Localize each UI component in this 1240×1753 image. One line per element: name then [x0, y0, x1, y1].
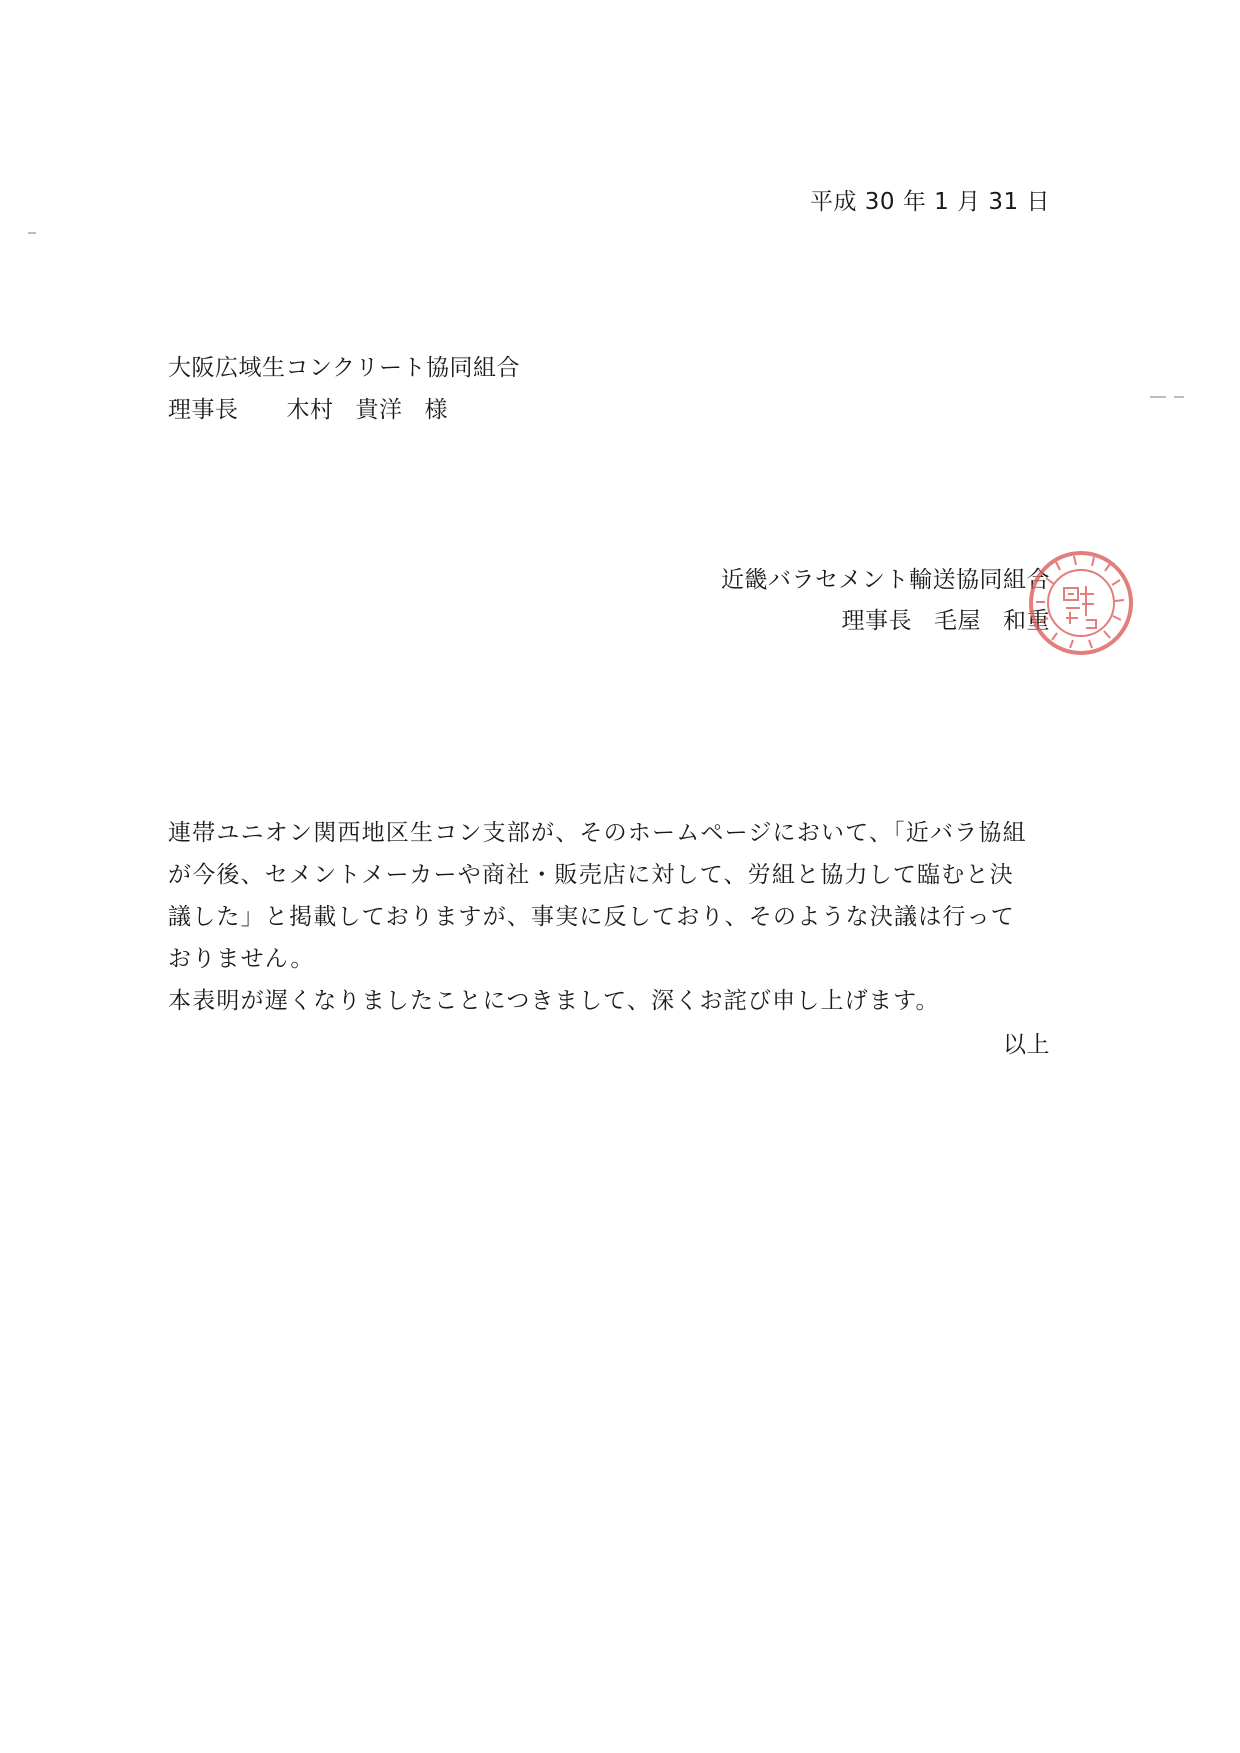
sender-given-name: 和重: [1003, 608, 1050, 634]
letter-body: [168, 812, 1058, 1022]
recipient-name-line: [168, 396, 448, 424]
scan-artifact: [28, 232, 36, 234]
sender-organization: 近畿バラセメント輸送協同組合: [721, 567, 1050, 593]
recipient-organization: 大阪広域生コンクリート協同組合: [168, 355, 521, 381]
sender-name-line: [842, 607, 1051, 635]
recipient-title: 理事長: [168, 397, 239, 423]
official-seal-icon: [1026, 548, 1136, 658]
body-paragraph-line: が今後、セメントメーカーや商社・販売店に対して、労組と協力して臨むと決: [168, 862, 1014, 888]
letter-date: 平成 30 年 1 月 31 日: [809, 189, 1050, 215]
recipient-honorific: 様: [424, 397, 448, 423]
body-paragraph-line: おりません。: [168, 946, 315, 972]
sender-title: 理事長: [841, 608, 912, 634]
sender-surname: 毛屋: [934, 608, 981, 634]
body-paragraph-line: 本表明が遅くなりましたことにつきまして、深くお詫び申し上げます。: [168, 988, 940, 1014]
scan-artifact: [1174, 396, 1184, 398]
recipient-given-name: 貴洋: [355, 397, 403, 423]
body-paragraph-line: 議した」と掲載しておりますが、事実に反しており、そのような決議は行って: [168, 904, 1015, 930]
scan-artifact: [1150, 396, 1166, 398]
body-paragraph-line: 連帯ユニオン関西地区生コン支部が、そのホームページにおいて、「近バラ協組: [168, 820, 1027, 846]
letter-closing: 以上: [1003, 1032, 1050, 1058]
recipient-surname: 木村: [286, 397, 334, 423]
